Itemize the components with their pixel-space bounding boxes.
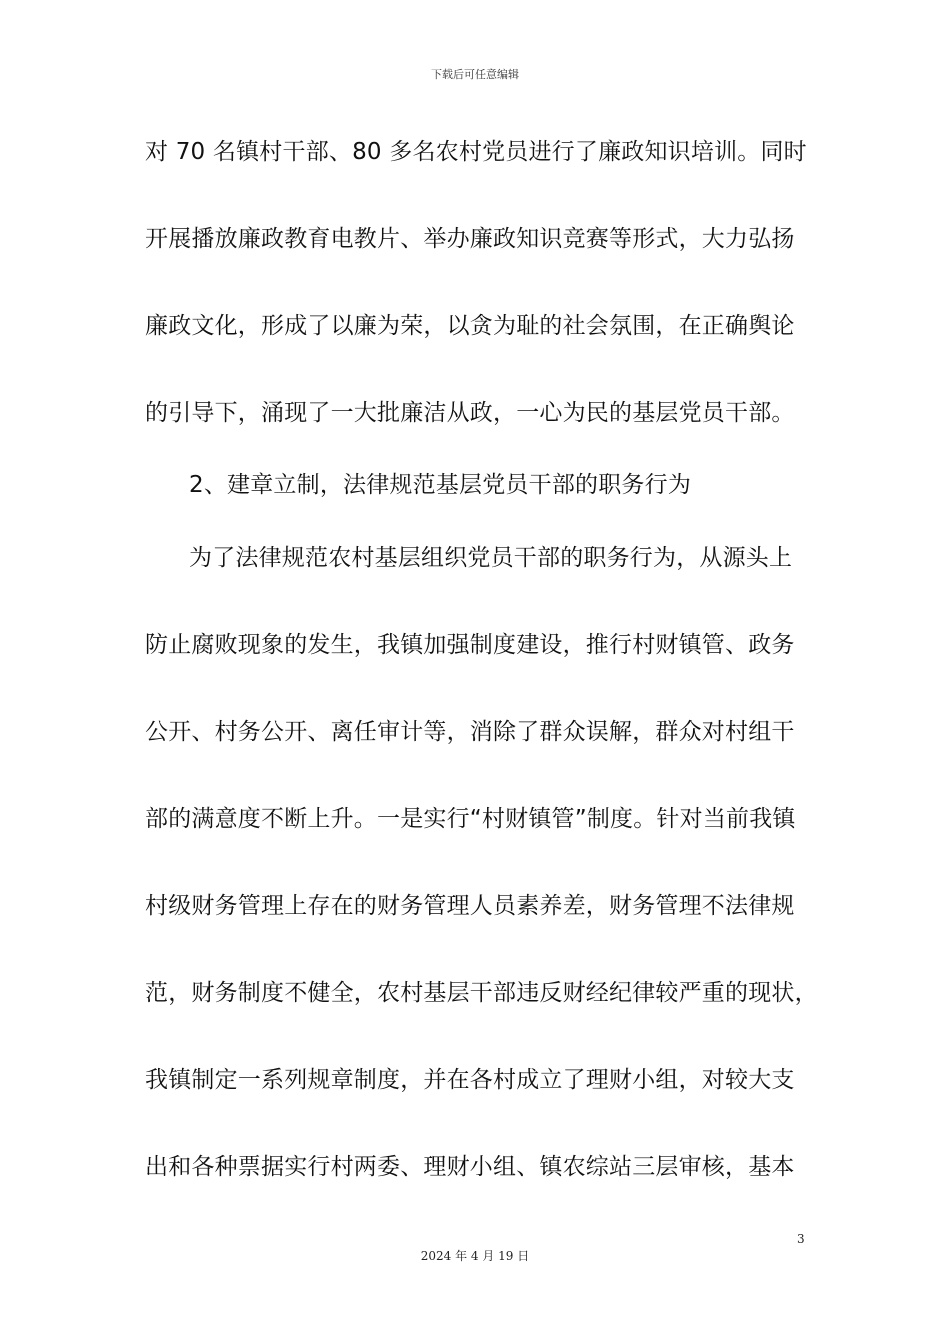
page-header: 下载后可任意编辑 bbox=[431, 68, 519, 81]
paragraph-line: 部的满意度不断上升。一是实行“村财镇管”制度。针对当前我镇 bbox=[145, 806, 796, 832]
paragraph-line: 出和各种票据实行村两委、理财小组、镇农综站三层审核，基本 bbox=[145, 1154, 795, 1180]
paragraph-line: 防止腐败现象的发生，我镇加强制度建设，推行村财镇管、政务 bbox=[145, 632, 795, 658]
paragraph-line: 开展播放廉政教育电教片、举办廉政知识竞赛等形式，大力弘扬 bbox=[145, 226, 795, 252]
paragraph-line: 的引导下，涌现了一大批廉洁从政，一心为民的基层党员干部。 bbox=[145, 400, 795, 426]
paragraph-line: 为了法律规范农村基层组织党员干部的职务行为，从源头上 bbox=[189, 545, 793, 571]
paragraph-line: 廉政文化，形成了以廉为荣，以贪为耻的社会氛围，在正确舆论 bbox=[145, 313, 795, 339]
paragraph-line: 村级财务管理上存在的财务管理人员素养差，财务管理不法律规 bbox=[145, 893, 795, 919]
section-heading: 2、建章立制，法律规范基层党员干部的职务行为 bbox=[189, 472, 692, 498]
paragraph-line: 范，财务制度不健全，农村基层干部违反财经纪律较严重的现状， bbox=[145, 980, 818, 1006]
footer-date: 2024 年 4 月 19 日 bbox=[420, 1249, 530, 1263]
paragraph-line: 公开、村务公开、离任审计等，消除了群众误解，群众对村组干 bbox=[145, 719, 795, 745]
paragraph-line: 我镇制定一系列规章制度，并在各村成立了理财小组，对较大支 bbox=[145, 1067, 795, 1093]
paragraph-line: 对 70 名镇村干部、80 多名农村党员进行了廉政知识培训。同时 bbox=[145, 139, 807, 165]
page-number: 3 bbox=[797, 1232, 805, 1246]
